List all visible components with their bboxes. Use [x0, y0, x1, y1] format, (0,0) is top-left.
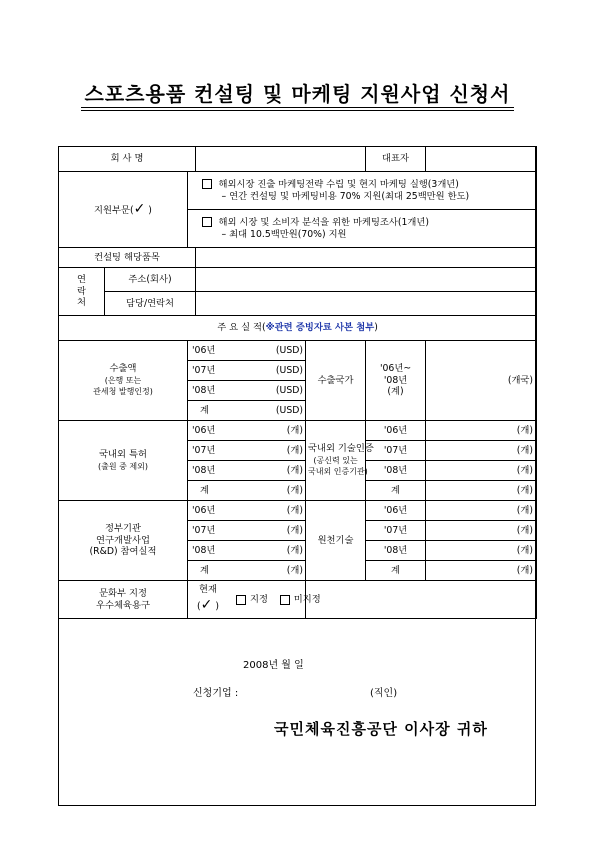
support-option-2-cell: [188, 210, 196, 248]
cert-field-07[interactable]: (개): [426, 441, 537, 461]
rnd-row-total[interactable]: 계 (개): [188, 561, 306, 581]
patent-label: 국내외 특허 (출원 중 제외): [59, 421, 188, 501]
export-row-total[interactable]: 계 (USD): [188, 401, 306, 421]
designated-option[interactable]: 지정: [250, 594, 268, 605]
export-period-label: '06년~ '08년 (계): [366, 341, 426, 421]
patent-row-total[interactable]: 계 (개): [188, 481, 306, 501]
checkbox-icon[interactable]: [280, 595, 290, 605]
patent-row-06[interactable]: '06년 (개): [188, 421, 306, 441]
representative-field[interactable]: [426, 147, 537, 172]
contact-side-label: 연 락 처: [59, 268, 105, 316]
export-label: 수출액 (은행 또는 관세청 발행인정): [59, 341, 188, 421]
checkbox-icon[interactable]: [202, 217, 212, 227]
achievements-header: 주 요 실 적(※관련 증빙자료 사본 첨부): [59, 316, 537, 341]
contact-person-label: 담당/연락처: [105, 292, 196, 316]
tech-field-08[interactable]: (개): [426, 541, 537, 561]
checkbox-icon[interactable]: [202, 179, 212, 189]
application-form: [58, 146, 537, 619]
patent-row-07[interactable]: '07년 (개): [188, 441, 306, 461]
support-option-1[interactable]: 해외시장 진출 마케팅전략 수립 및 현지 마케팅 실행(3개년) – 연간 컨설팅 및 마케팅비용 70% 지원(최대 25백만원 한도): [196, 172, 537, 210]
support-option-2[interactable]: 해외 시장 및 소비자 분석을 위한 마케팅조사(1개년) – 최대 10.5백만원(70%) 지원: [196, 210, 537, 248]
consult-item-field[interactable]: [196, 248, 537, 268]
tech-cert-label: 국내외 기술인증 (공신력 있는 국내외 인증기관): [306, 421, 366, 501]
cert-year-08: '08년: [366, 461, 426, 481]
form-title: 스포츠용품 컨설팅 및 마케팅 지원사업 신청서: [0, 78, 595, 107]
tech-field-06[interactable]: (개): [426, 501, 537, 521]
tech-year-07: '07년: [366, 521, 426, 541]
export-row-07[interactable]: '07년 (USD): [188, 361, 306, 381]
contact-person-field[interactable]: [196, 292, 537, 316]
patent-row-08[interactable]: '08년 (개): [188, 461, 306, 481]
rnd-row-07[interactable]: '07년 (개): [188, 521, 306, 541]
company-name-label: 회 사 명: [59, 147, 196, 172]
tech-field-total[interactable]: (개): [426, 561, 537, 581]
rnd-row-08[interactable]: '08년 (개): [188, 541, 306, 561]
checkmark-icon: ✓: [133, 200, 146, 217]
export-row-08[interactable]: '08년 (USD): [188, 381, 306, 401]
cert-field-06[interactable]: (개): [426, 421, 537, 441]
checkmark-icon: ✓: [200, 597, 213, 614]
cert-year-07: '07년: [366, 441, 426, 461]
rnd-row-06[interactable]: '06년 (개): [188, 501, 306, 521]
cert-field-08[interactable]: (개): [426, 461, 537, 481]
export-row-06[interactable]: '06년 (USD): [188, 341, 306, 361]
addressee: 국민체육진흥공단 이사장 귀하: [274, 720, 488, 738]
representative-label: 대표자: [366, 147, 426, 172]
seal-label: (직인): [370, 688, 398, 699]
cert-year-total: 계: [366, 481, 426, 501]
designation-blank: [306, 581, 537, 619]
signature-area: [58, 640, 536, 806]
tech-field-07[interactable]: (개): [426, 521, 537, 541]
address-field[interactable]: [196, 268, 537, 292]
not-designated-option[interactable]: 미지정: [293, 594, 321, 605]
cert-year-06: '06년: [366, 421, 426, 441]
export-country-label: 수출국가: [306, 341, 366, 421]
consult-item-label: 컨설팅 해당품목: [59, 248, 196, 268]
support-option-1-cell: [188, 172, 196, 210]
applicant-label[interactable]: 신청기업 :: [193, 688, 239, 699]
cert-field-total[interactable]: (개): [426, 481, 537, 501]
rnd-label: 정부기관 연구개발사업 (R&D) 참여실적: [59, 501, 188, 581]
export-country-field[interactable]: (개국): [426, 341, 537, 421]
designation-current: 현재 (✓ )지정 미지정: [188, 581, 306, 619]
company-name-field[interactable]: [196, 147, 366, 172]
source-tech-label: 원천기술: [306, 501, 366, 581]
checkbox-icon[interactable]: [236, 595, 246, 605]
tech-year-08: '08년: [366, 541, 426, 561]
designation-label: 문화부 지정 우수체육용구: [59, 581, 188, 619]
application-date[interactable]: 2008년 월 일: [243, 660, 304, 671]
support-section-label: 지원부문(✓ ): [59, 172, 188, 248]
tech-year-06: '06년: [366, 501, 426, 521]
address-label: 주소(회사): [105, 268, 196, 292]
tech-year-total: 계: [366, 561, 426, 581]
